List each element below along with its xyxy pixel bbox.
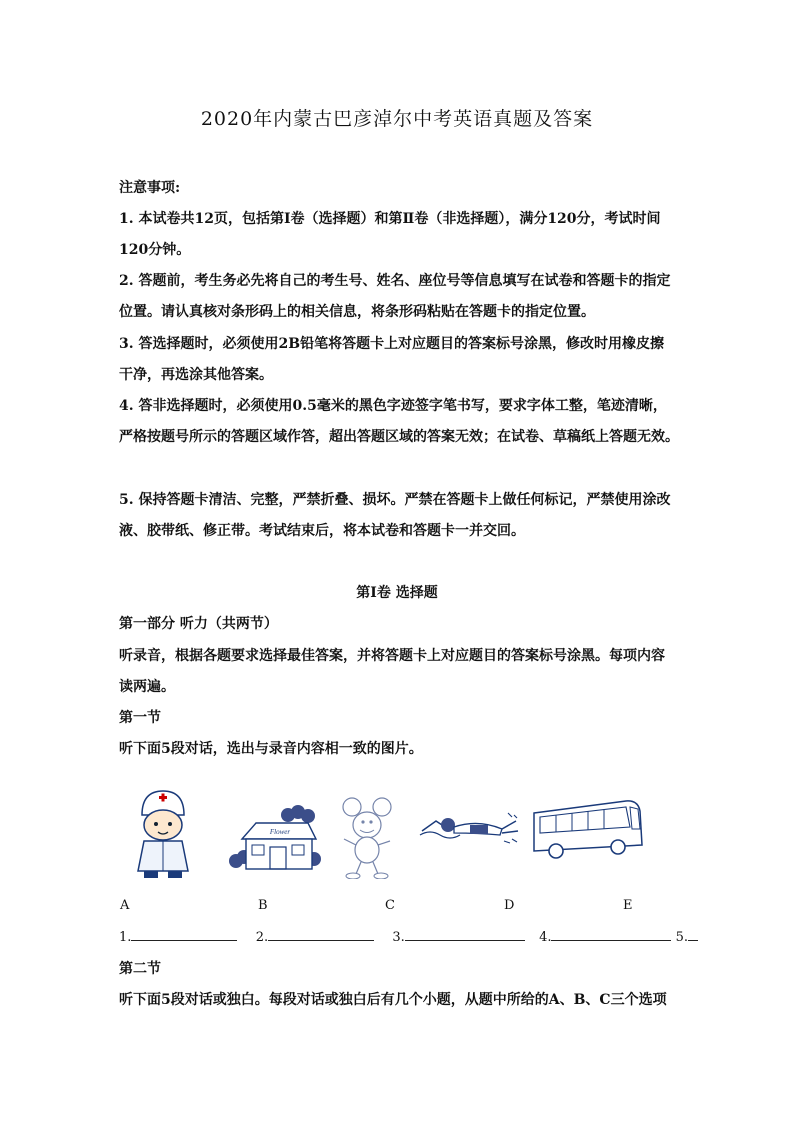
note-line: 1. 本试卷共12页，包括第Ⅰ卷（选择题）和第Ⅱ卷（非选择题），满分120分，考试时间	[119, 211, 661, 227]
note-line: 2. 答题前，考生务必先将自己的考生号、姓名、座位号等信息填写在试卷和答题卡的指定	[119, 273, 671, 289]
bus-icon	[530, 795, 645, 863]
instruction-line: 读两遍。	[119, 679, 175, 695]
note-line: 5. 保持答题卡清洁、完整，严禁折叠、损坏。严禁在答题卡上做任何标记，严禁使用涂改	[119, 492, 671, 508]
note-line: 严格按题号所示的答题区域作答，超出答题区域的答案无效；在试卷、草稿纸上答题无效。	[119, 429, 679, 445]
part-heading: 第一部分 听力（共两节）	[119, 616, 278, 632]
blank-number: 3.	[392, 930, 405, 945]
answer-blank[interactable]	[551, 928, 671, 941]
flower-shop-icon	[228, 803, 324, 873]
notes-heading: 注意事项:	[119, 180, 181, 196]
subsection-heading: 第二节	[119, 961, 161, 977]
picture-letter: D	[504, 898, 515, 913]
picture-letter: A	[120, 898, 130, 913]
swimmer-icon	[418, 807, 522, 849]
blank-number: 1.	[119, 930, 132, 945]
picture-letter: B	[258, 898, 268, 913]
answer-blank[interactable]	[688, 928, 698, 941]
note-line: 干净，再选涂其他答案。	[119, 367, 273, 383]
note-line: 液、胶带纸、修正带。考试结束后，将本试卷和答题卡一并交回。	[119, 523, 525, 539]
answer-blanks	[119, 928, 698, 945]
shop-sign-text: Flower	[269, 828, 291, 836]
blank-number: 4.	[539, 930, 552, 945]
instruction-line: 听下面5段对话，选出与录音内容相一致的图片。	[119, 741, 423, 757]
instruction-line: 听录音，根据各题要求选择最佳答案，并将答题卡上对应题目的答案标号涂黑。每项内容	[119, 648, 665, 664]
note-line: 4. 答非选择题时，必须使用0.5毫米的黑色字迹签字笔书写，要求字体工整，笔迹清晰，	[119, 398, 667, 414]
blank-number: 2.	[255, 930, 269, 945]
mickey-mouse-icon	[338, 795, 398, 879]
doctor-icon	[130, 785, 196, 882]
picture-letter: E	[623, 898, 633, 913]
answer-blank[interactable]	[405, 928, 525, 941]
section-heading: 第Ⅰ卷 选择题	[356, 585, 438, 601]
picture-letter: C	[385, 898, 395, 913]
note-line: 3. 答选择题时，必须使用2B铅笔将答题卡上对应题目的答案标号涂黑，修改时用橡皮擦	[119, 336, 665, 352]
answer-blank[interactable]	[131, 928, 237, 941]
page-title: 2020年内蒙古巴彦淖尔中考英语真题及答案	[200, 108, 594, 130]
note-line: 120分钟。	[119, 242, 191, 258]
blank-number: 5.	[675, 930, 689, 945]
instruction-line: 听下面5段对话或独白。每段对话或独白后有几个小题，从题中所给的A、B、C三个选项	[119, 992, 667, 1008]
subsection-heading: 第一节	[119, 710, 161, 726]
note-line: 位置。请认真核对条形码上的相关信息，将条形码粘贴在答题卡的指定位置。	[119, 304, 595, 320]
answer-blank[interactable]	[268, 928, 374, 941]
